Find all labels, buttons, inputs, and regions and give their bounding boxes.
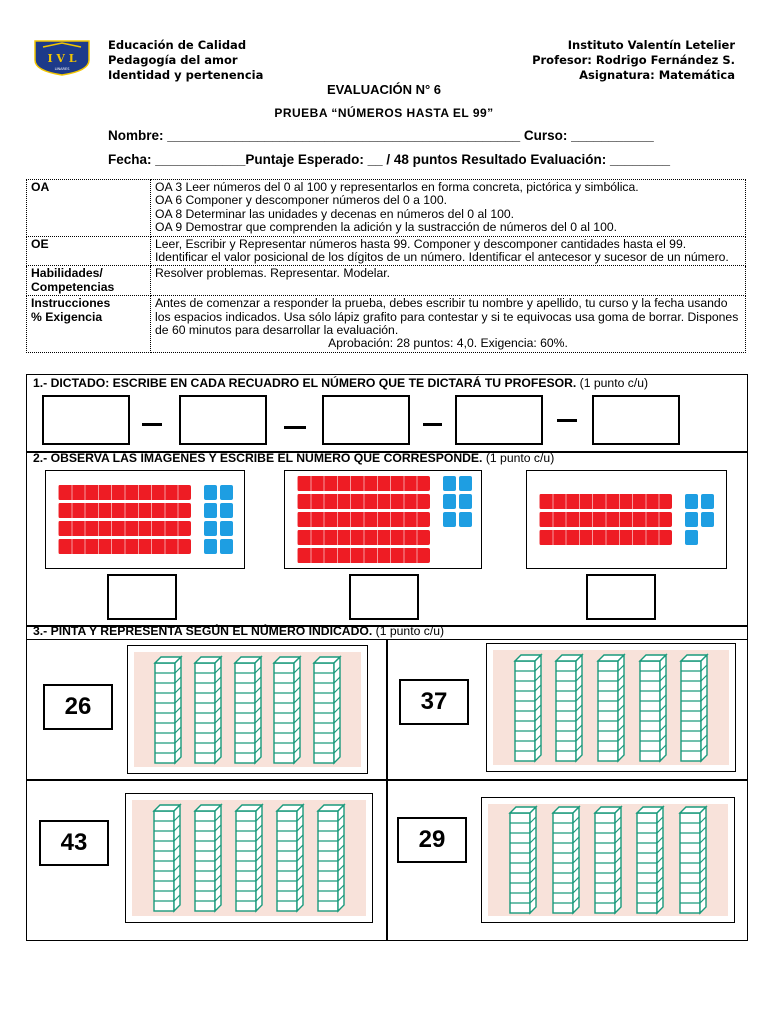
instructions-label-1: Instrucciones [31, 296, 111, 311]
oa-label: OA [27, 180, 151, 237]
ten-block [58, 503, 191, 518]
logo-letters: I V L [47, 52, 77, 65]
base-ten-picture-2 [284, 470, 482, 569]
tens-rod[interactable] [553, 807, 579, 913]
objectives-table [26, 179, 746, 353]
unit-block [204, 539, 217, 554]
tens-rod[interactable] [314, 657, 340, 763]
unit-block [701, 494, 714, 509]
unit-block [220, 521, 233, 536]
ten-block [297, 548, 430, 563]
tens-rod[interactable] [155, 657, 181, 763]
unit-block [220, 539, 233, 554]
tens-rod[interactable] [680, 807, 706, 913]
unit-block [443, 494, 456, 509]
instructions-text-b: . Dispones de 60 minutos para desarrollar la evaluación. [155, 309, 739, 338]
section-paint-points: (1 punto c/u) [375, 624, 445, 638]
tens-rod[interactable] [235, 657, 261, 763]
section-paint-title-text: 3.- PINTA Y REPRESENTA SEGÚN EL NÚMERO INDICADO. [33, 624, 373, 638]
target-number-4: 29 [397, 817, 467, 863]
dash-3 [423, 423, 442, 426]
dictation-answer-box-3[interactable] [322, 395, 410, 445]
picture-answer-box-2[interactable] [349, 574, 419, 620]
tens-rod[interactable] [510, 807, 536, 913]
dictation-answer-box-1[interactable] [42, 395, 130, 445]
unit-block [220, 503, 233, 518]
skills-label-1: Habilidades/ [31, 266, 103, 281]
dictation-answer-box-2[interactable] [179, 395, 267, 445]
base-ten-picture-3 [526, 470, 727, 569]
ten-block [58, 521, 191, 536]
tens-rods-frame-3 [125, 793, 373, 923]
exam-title: EVALUACIÓN N° 6 [326, 82, 442, 97]
unit-block [685, 512, 698, 527]
instructions-content [151, 296, 746, 353]
unit-block [204, 485, 217, 500]
instructions-row [27, 296, 746, 353]
tens-rod[interactable] [637, 807, 663, 913]
header-line-pedagogy: Pedagogía del amor [108, 53, 238, 67]
ten-block [539, 512, 672, 527]
skills-content: Resolver problemas. Representar. Modelar. [151, 266, 746, 296]
ten-block [58, 485, 191, 500]
tens-rod[interactable] [595, 807, 621, 913]
tens-rod[interactable] [318, 805, 344, 911]
section-dictation-title [33, 376, 648, 390]
oa-content [151, 180, 746, 237]
unit-block [220, 485, 233, 500]
oe-row [27, 236, 746, 266]
header-line-subject: Asignatura: Matemática [579, 68, 735, 82]
instructions-label [27, 296, 151, 353]
tens-rods-frame-2 [486, 643, 736, 772]
tens-rod[interactable] [681, 655, 707, 761]
dictation-answer-box-4[interactable] [455, 395, 543, 445]
name-course-line: Nombre: _______________________________________________ Curso: ___________ [108, 128, 654, 143]
header-line-teacher: Profesor: Rodrigo Fernández S. [532, 53, 735, 67]
picture-answer-box-1[interactable] [107, 574, 177, 620]
ten-block [297, 512, 430, 527]
instructions-label-2: % Exigencia [31, 309, 103, 324]
target-number-3: 43 [39, 820, 109, 866]
date-score-line: Fecha: ____________Puntaje Esperado: __ / 48 puntos Resultado Evaluación: ________ [108, 152, 671, 167]
tens-rods-1[interactable] [128, 646, 367, 773]
tens-rod[interactable] [640, 655, 666, 761]
unit-block [459, 476, 472, 491]
section-paint-title [33, 624, 444, 638]
school-logo [31, 38, 93, 76]
oa-line-9: OA 9 Demostrar que comprenden la adición y la sustracción de números del 0 al 100. [155, 220, 618, 235]
oe-label: OE [27, 236, 151, 266]
base-ten-picture-1 [45, 470, 245, 569]
instructions-text [155, 297, 741, 337]
skills-label [27, 266, 151, 296]
skills-label-2: Competencias [31, 279, 115, 294]
header-line-institute: Instituto Valentín Letelier [567, 38, 735, 52]
skills-row [27, 266, 746, 296]
target-number-1: 26 [43, 684, 113, 730]
ten-block [58, 539, 191, 554]
section-observe-title-text: 2.- OBSERVA LAS IMÁGENES Y ESCRIBE EL NÚMERO QUE CORRESPONDE. [33, 451, 483, 465]
unit-block [459, 494, 472, 509]
unit-block [685, 530, 698, 545]
header-line-identity: Identidad y pertenencia [108, 68, 264, 82]
tens-rods-frame-1 [127, 645, 368, 774]
unit-block [204, 521, 217, 536]
dictation-answer-box-5[interactable] [592, 395, 680, 445]
picture-answer-box-3[interactable] [586, 574, 656, 620]
unit-block [459, 512, 472, 527]
instructions-text-a: Antes de comenzar a responder la prueba, debes escribir tu nombre y apellido, tu curso y la fecha usando los espacios indicados. Usa sólo lápiz grafito para contestar y si te equivocas usa goma de borrar [155, 296, 728, 324]
tens-rod[interactable] [274, 657, 300, 763]
ten-block [297, 530, 430, 545]
header-left [108, 38, 263, 83]
header-line-quality: Educación de Calidad [108, 38, 247, 52]
unit-block [685, 494, 698, 509]
tens-rod[interactable] [154, 805, 180, 911]
ten-block [539, 494, 672, 509]
tens-rods-frame-4 [481, 797, 735, 923]
ten-block [297, 494, 430, 509]
exam-subtitle: PRUEBA “NÚMEROS HASTA EL 99” [274, 106, 494, 120]
section-dictation-title-text: 1.- DICTADO: ESCRIBE EN CADA RECUADRO EL NÚMERO QUE TE DICTARÁ TU PROFESOR. [33, 376, 577, 390]
ten-block [297, 476, 430, 491]
target-number-2: 37 [399, 679, 469, 725]
tens-rod[interactable] [195, 805, 221, 911]
tens-rod[interactable] [236, 805, 262, 911]
section-dictation-points: (1 punto c/u) [579, 376, 649, 390]
dash-4 [557, 419, 577, 422]
section-observe-title [33, 451, 554, 465]
ten-block [539, 530, 672, 545]
oa-line-8: OA 8 Determinar las unidades y decenas en números del 0 al 100. [155, 206, 515, 221]
oa-line-3: OA 3 Leer números del 0 al 100 y representarlos en forma concreta, pictórica y simbólica. [155, 180, 639, 194]
tens-rods-3[interactable] [126, 794, 372, 922]
tens-rod[interactable] [515, 655, 541, 761]
unit-block [204, 503, 217, 518]
tens-rods-4[interactable] [482, 798, 734, 922]
section-observe-points: (1 punto c/u) [485, 451, 555, 465]
oe-content: Leer, Escribir y Representar números hasta 99. Componer y descomponer cantidades hasta el 99. Identificar el valor posicional de los dígitos de un número. Identificar el antecesor y sucesor de un número. [151, 236, 746, 266]
tens-rods-2[interactable] [487, 644, 735, 771]
tens-rod[interactable] [277, 805, 303, 911]
oa-line-6: OA 6 Componer y descomponer números del 0 a 100. [155, 193, 447, 208]
tens-rod[interactable] [598, 655, 624, 761]
unit-block [443, 476, 456, 491]
header-right [532, 38, 735, 83]
dash-2 [284, 426, 306, 429]
oa-row [27, 180, 746, 237]
approval-text: Aprobación: 28 puntos: 4,0. Exigencia: 60%. [328, 336, 568, 351]
unit-block [701, 512, 714, 527]
logo-caption: LINARES [54, 67, 70, 71]
unit-block [443, 512, 456, 527]
tens-rod[interactable] [556, 655, 582, 761]
dash-1 [142, 423, 162, 426]
tens-rod[interactable] [195, 657, 221, 763]
